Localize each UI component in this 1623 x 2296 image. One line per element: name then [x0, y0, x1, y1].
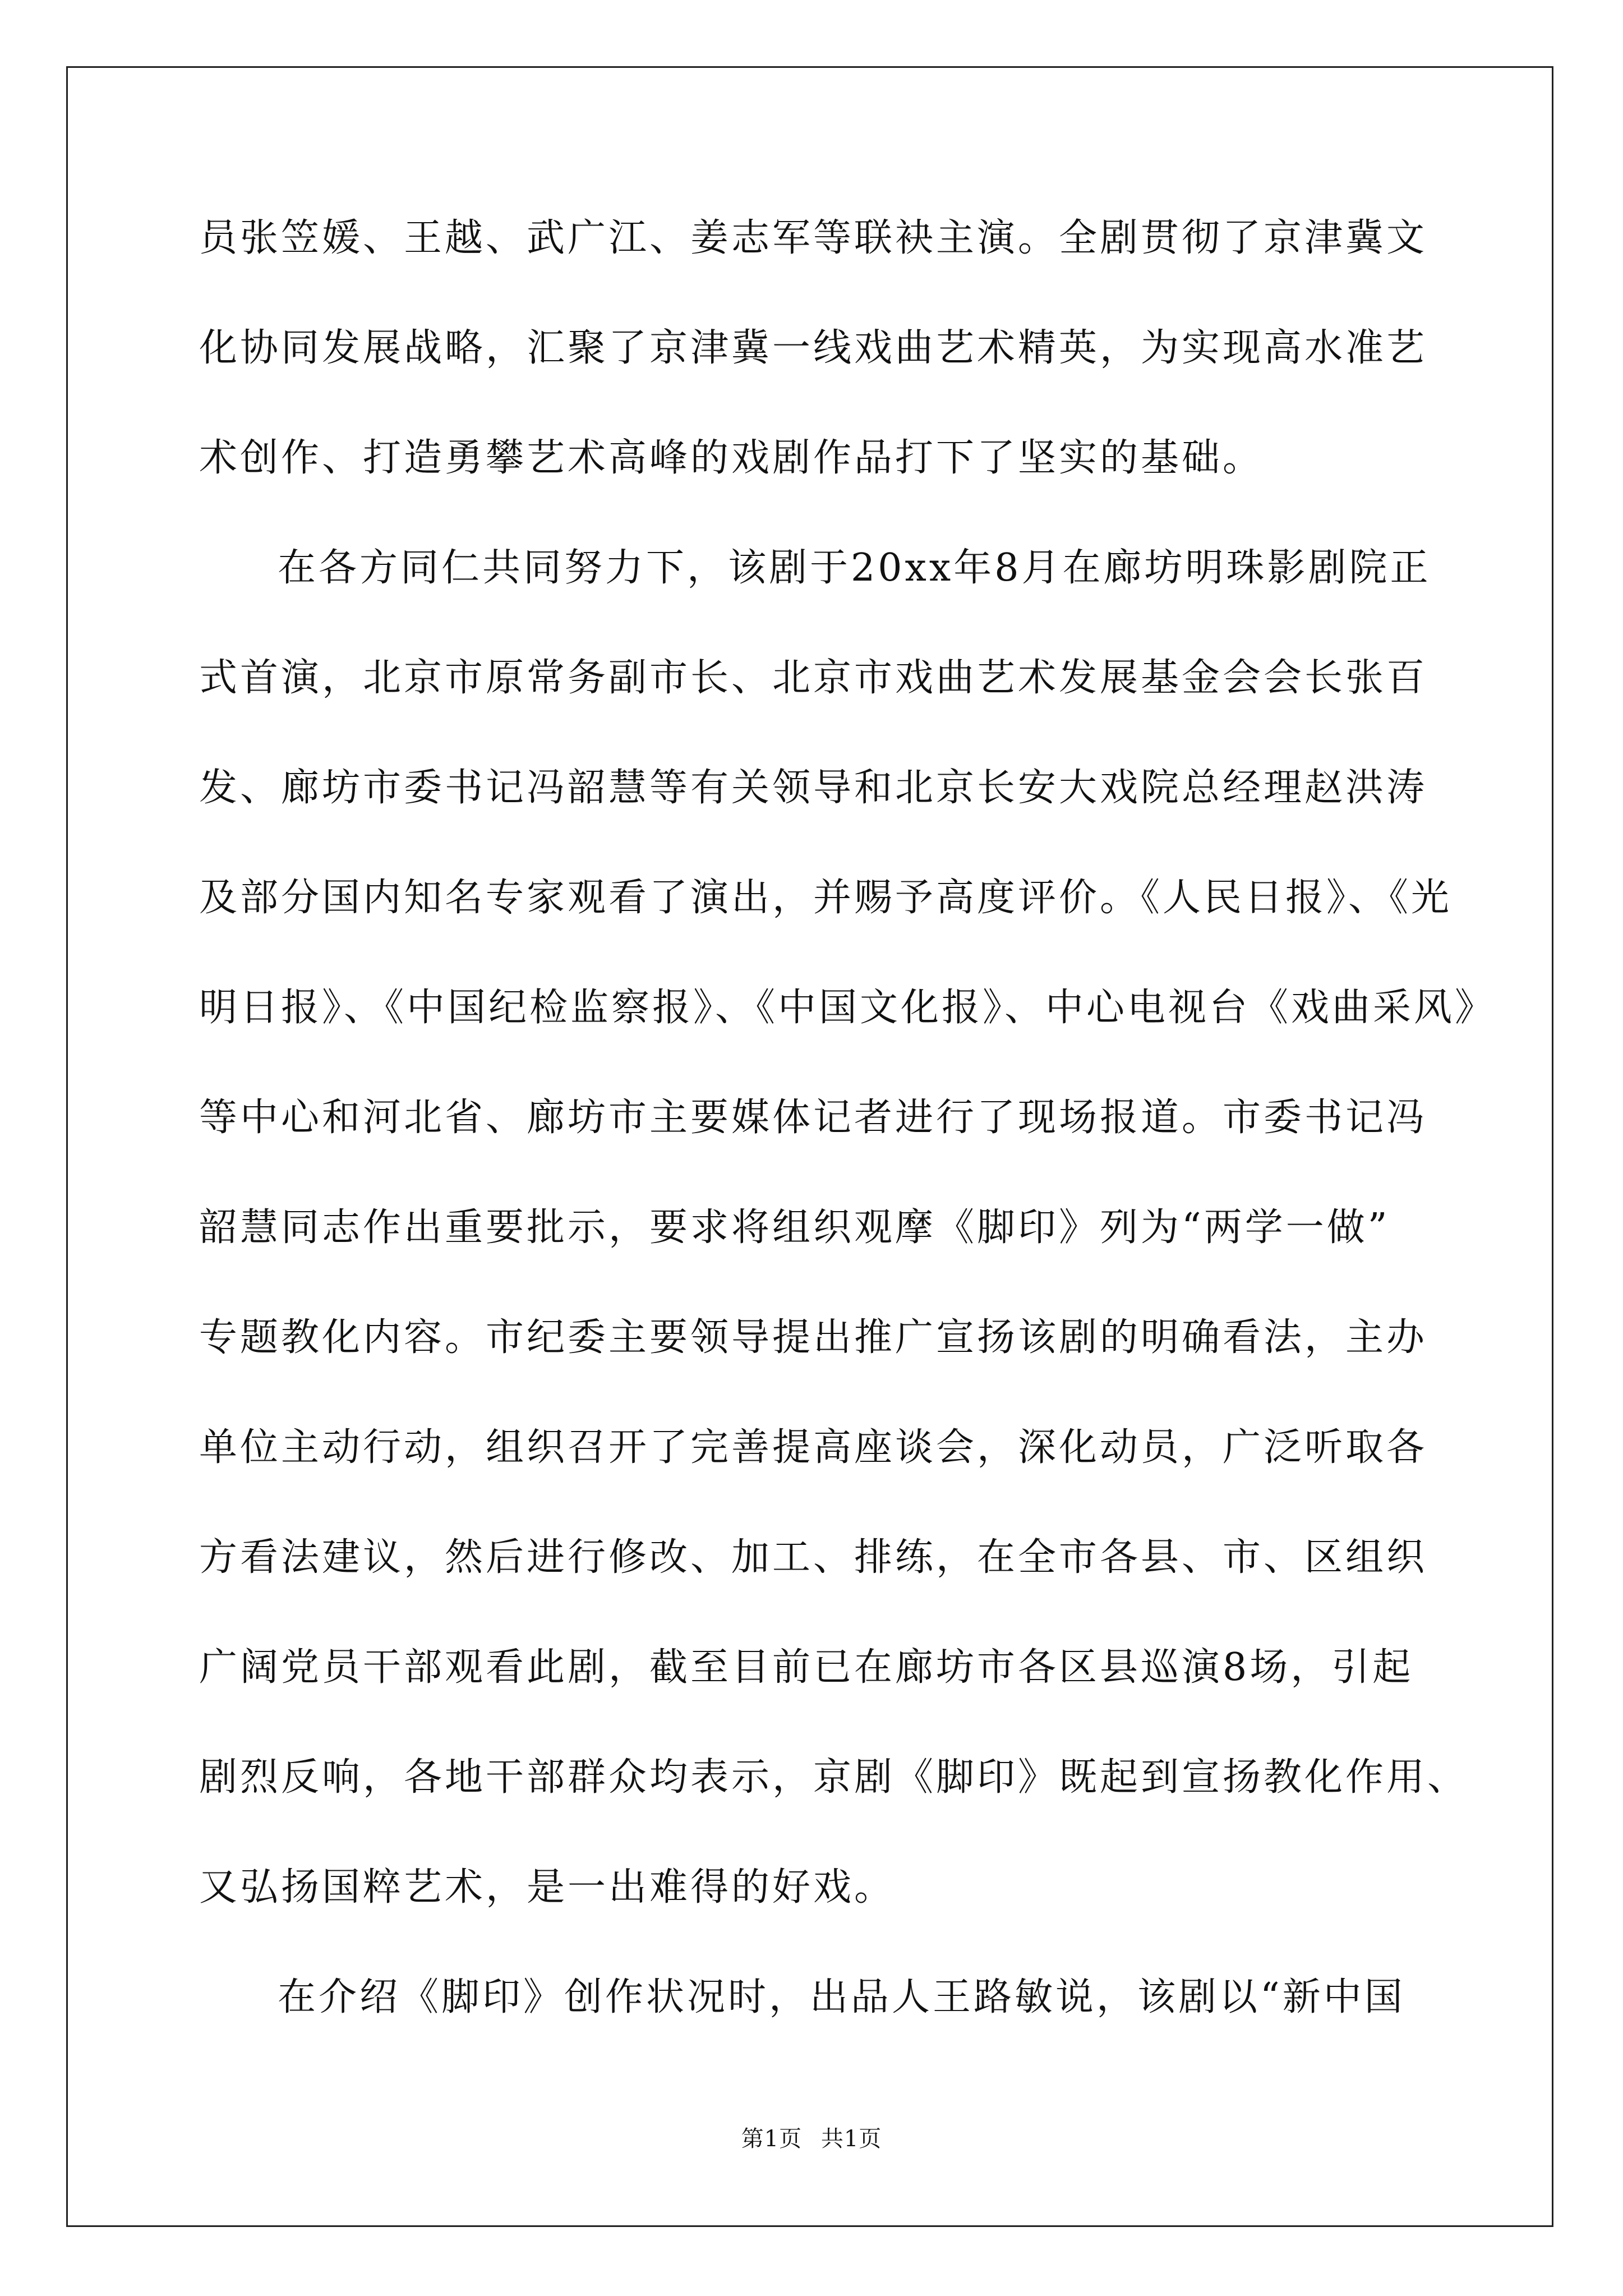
- text-line: 单位主动行动，组织召开了完善提高座谈会，深化动员，广泛听取各: [199, 1425, 1428, 1470]
- paragraph-start-line: 在各方同仁共同努力下，该剧于20xx年8月在廊坊明珠影剧院正: [278, 546, 1431, 590]
- text-line: 又弘扬国粹艺术，是一出难得的好戏。: [199, 1865, 896, 1910]
- text-line: 员张笠媛、王越、武广江、姜志军等联袂主演。全剧贯彻了京津冀文: [199, 216, 1428, 260]
- text-line: 及部分国内知名专家观看了演出，并赐予高度评价。《人民日报》、《光: [199, 876, 1453, 920]
- text-line: 化协同发展战略，汇聚了京津冀一线戏曲艺术精英，为实现高水准艺: [199, 326, 1428, 370]
- text-line: 韶慧同志作出重要批示，要求将组织观摩《脚印》列为“两学一做”: [199, 1205, 1390, 1250]
- text-line: 专题教化内容。市纪委主要领导提出推广宣扬该剧的明确看法，主办: [199, 1315, 1428, 1360]
- text-line: 式首演，北京市原常务副市长、北京市戏曲艺术发展基金会会长张百: [199, 656, 1428, 700]
- paragraph-start-line: 在介绍《脚印》创作状况时，出品人王路敏说，该剧以“新中国: [278, 1975, 1405, 2019]
- text-line: 等中心和河北省、廊坊市主要媒体记者进行了现场报道。市委书记冯: [199, 1096, 1428, 1140]
- text-line: 术创作、打造勇攀艺术高峰的戏剧作品打下了坚实的基础。: [199, 436, 1264, 480]
- text-line: 发、廊坊市委书记冯韶慧等有关领导和北京长安大戏院总经理赵洪涛: [199, 766, 1428, 810]
- text-line: 剧烈反响，各地干部群众均表示，京剧《脚印》既起到宣扬教化作用、: [199, 1755, 1469, 1800]
- page-footer: 第1页 共1页: [741, 2126, 882, 2152]
- text-line: 明日报》、《中国纪检监察报》、《中国文化报》、中心电视台《戏曲采风》: [199, 986, 1496, 1030]
- text-line: 广阔党员干部观看此剧，截至目前已在廊坊市各区县巡演8场，引起: [199, 1645, 1414, 1690]
- text-line: 方看法建议，然后进行修改、加工、排练，在全市各县、市、区组织: [199, 1535, 1428, 1580]
